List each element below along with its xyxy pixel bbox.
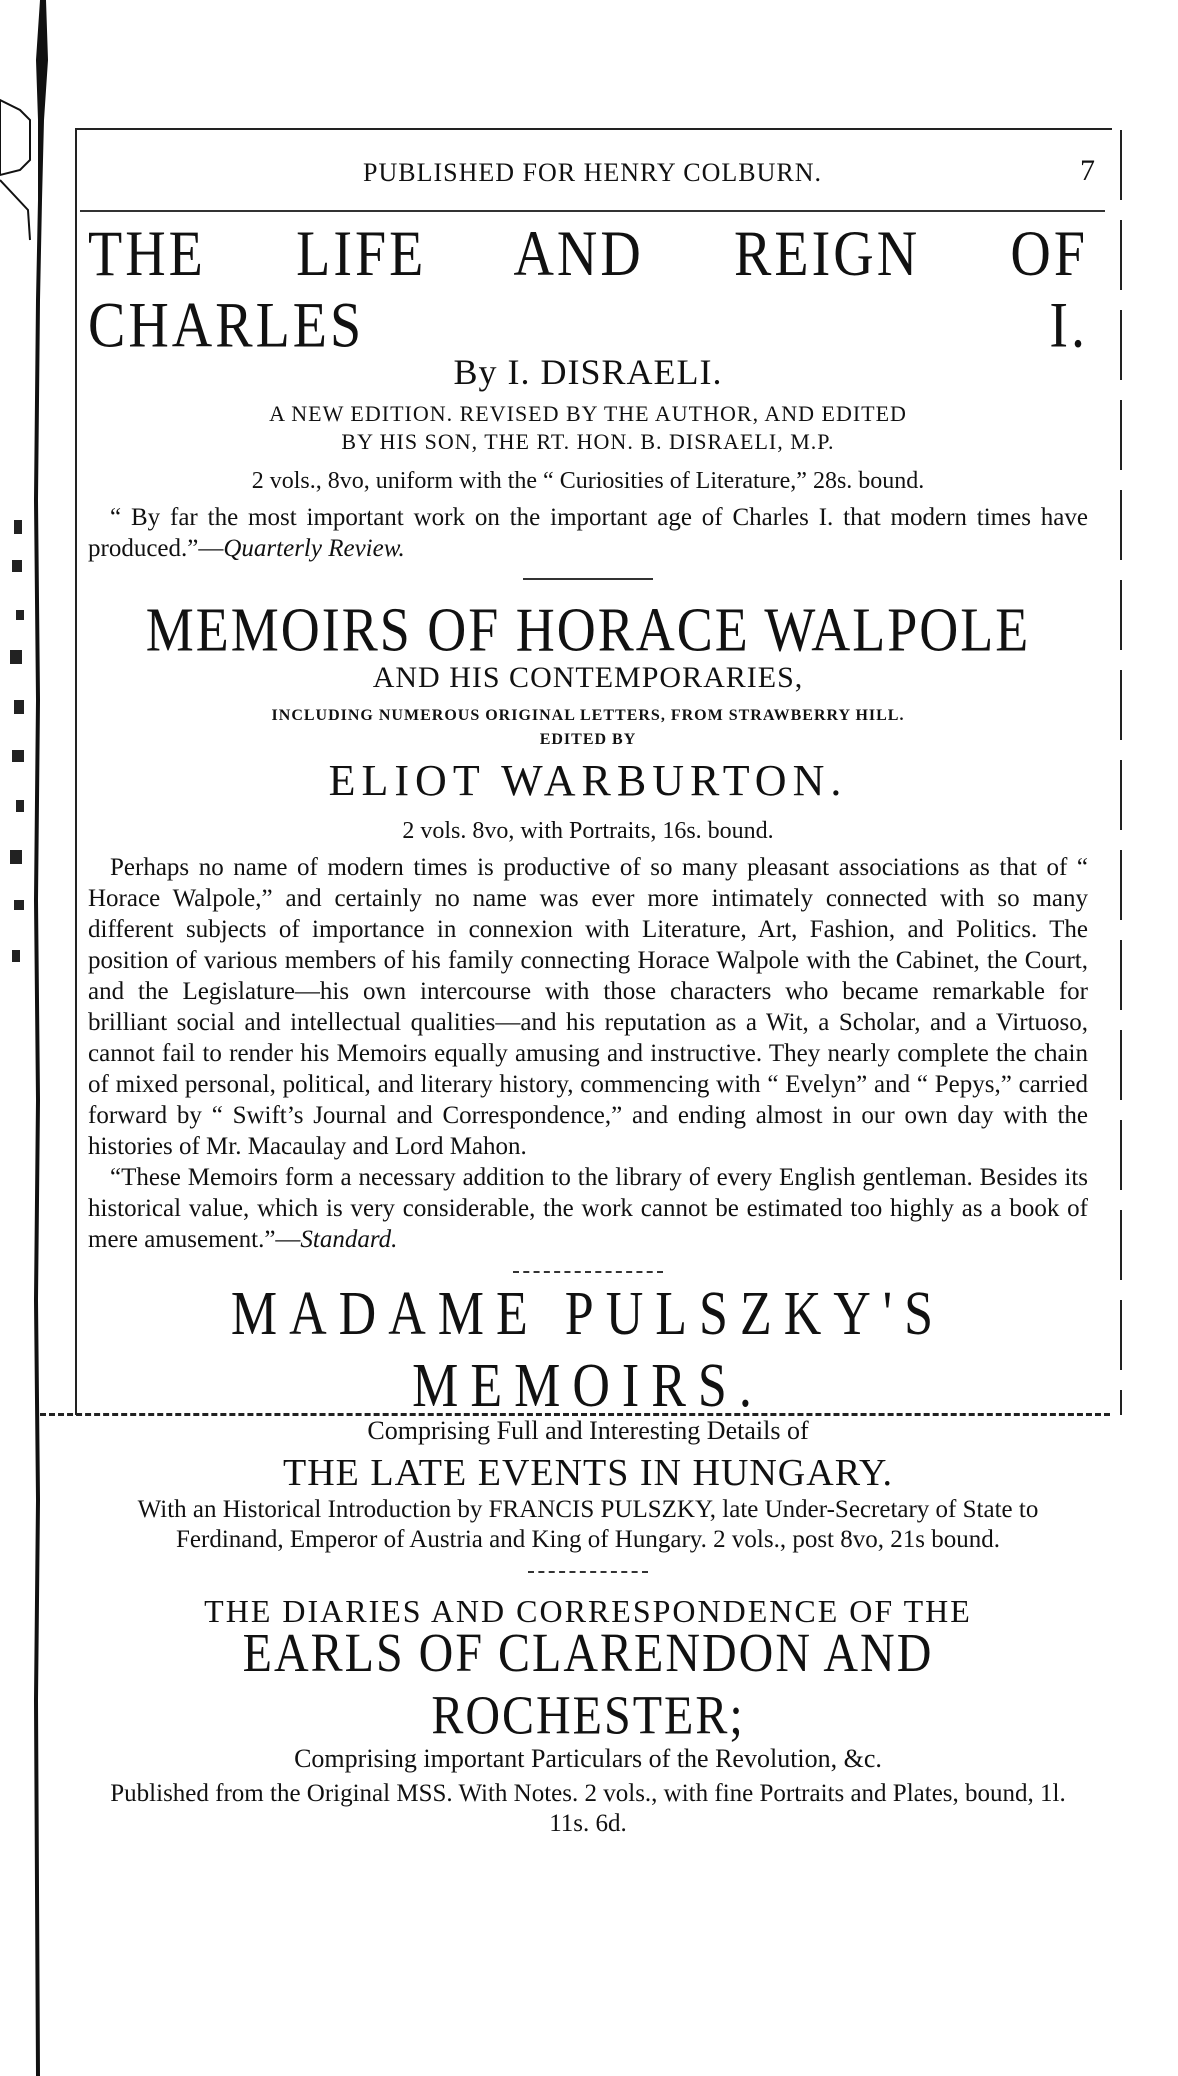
page-number: 7 (1080, 154, 1095, 187)
advertisement-column (88, 218, 1088, 1839)
charles-review-source: Quarterly Review. (223, 535, 405, 562)
walpole-review (88, 1162, 1088, 1255)
charles-price: 2 vols., 8vo, uniform with the “ Curiosities of Literature,” 28s. bound. (251, 468, 925, 494)
walpole-review-text: “These Memoirs form a necessary addition to the library of every English gentleman. Besides its historical value, which is very considerable, the work cannot be estimated too highly as a book of mere amusement.”— (88, 1164, 1088, 1253)
walpole-including: INCLUDING NUMEROUS ORIGINAL LETTERS, FROM STRAWBERRY HILL. (271, 707, 905, 724)
pulszky-comprising: Comprising Full and Interesting Details of (367, 1416, 809, 1445)
walpole-editor: ELIOT WARBURTON. (328, 756, 848, 805)
charles-edition-line2: BY HIS SON, THE RT. HON. B. DISRAELI, M.P. (341, 429, 835, 454)
section-divider (513, 1271, 663, 1273)
clarendon-comprising: Comprising important Particulars of the Revolution, &c. (294, 1744, 882, 1773)
walpole-price: 2 vols. 8vo, with Portraits, 16s. bound. (402, 818, 774, 844)
pulszky-advert (88, 1280, 1088, 1555)
page-header (80, 150, 1105, 212)
charles-edition-line1: A NEW EDITION. REVISED BY THE AUTHOR, AND EDITED (269, 401, 907, 426)
clarendon-title: EARLS OF CLARENDON AND ROCHESTER; (242, 1622, 934, 1746)
binding-edge-decoration (0, 0, 60, 2076)
section-divider (523, 578, 653, 580)
clarendon-body: Published from the Original MSS. With Notes. 2 vols., with fine Portraits and Plates, bound, 1l. 11s. 6d. (110, 1780, 1066, 1837)
charles-title: THE LIFE AND REIGN OF CHARLES I. (88, 218, 1088, 362)
section-divider (528, 1571, 648, 1573)
pulszky-title: MADAME PULSZKY'S MEMOIRS. (230, 1280, 946, 1421)
charles-review-text: “ By far the most important work on the important age of Charles I. that modern times have produced.”— (88, 504, 1088, 562)
pulszky-body: With an Historical Introduction by FRANCIS PULSZKY, late Under-Secretary of State to Ferdinand, Emperor of Austria and King of Hungary. 2 vols., post 8vo, 21s bound. (137, 1496, 1039, 1553)
charles-advert (88, 218, 1088, 564)
walpole-review-source: Standard. (300, 1226, 398, 1253)
charles-author: By I. DISRAELI. (453, 352, 723, 392)
charles-review (88, 502, 1088, 564)
clarendon-line1: THE DIARIES AND CORRESPONDENCE OF THE (204, 1593, 972, 1629)
walpole-body: Perhaps no name of modern times is productive of so many pleasant associations as that of “ Horace Walpole,” and certainly no name was ever more intimately connected with so many different subjects of importance in connexion with Literature, Art, Fashion, and Politics. The position of various members of his family connecting Horace Walpole with the Cabinet, the Court, and the Legislature—his own intercourse with those characters who became remarkable for brilliant social and intellectual qualities—and his reputation as a Wit, a Scholar, and a Virtuoso, cannot fail to render his Memoirs equally amusing and instructive. They nearly complete the chain of mixed personal, political, and literary history, commencing with “ Evelyn” and “ Pepys,” carried forward by “ Swift’s Journal and Correspondence,” and ending almost in our own day with the histories of Mr. Macaulay and Lord Mahon. (88, 854, 1088, 1160)
walpole-advert (88, 595, 1088, 1255)
pulszky-events: THE LATE EVENTS IN HUNGARY. (283, 1452, 893, 1494)
walpole-subtitle: AND HIS CONTEMPORARIES, (372, 661, 804, 694)
walpole-title: MEMOIRS OF HORACE WALPOLE (145, 595, 1031, 665)
walpole-edited-by: EDITED BY (539, 731, 637, 748)
running-head: PUBLISHED FOR HENRY COLBURN. (363, 158, 822, 187)
clarendon-advert (88, 1591, 1088, 1839)
